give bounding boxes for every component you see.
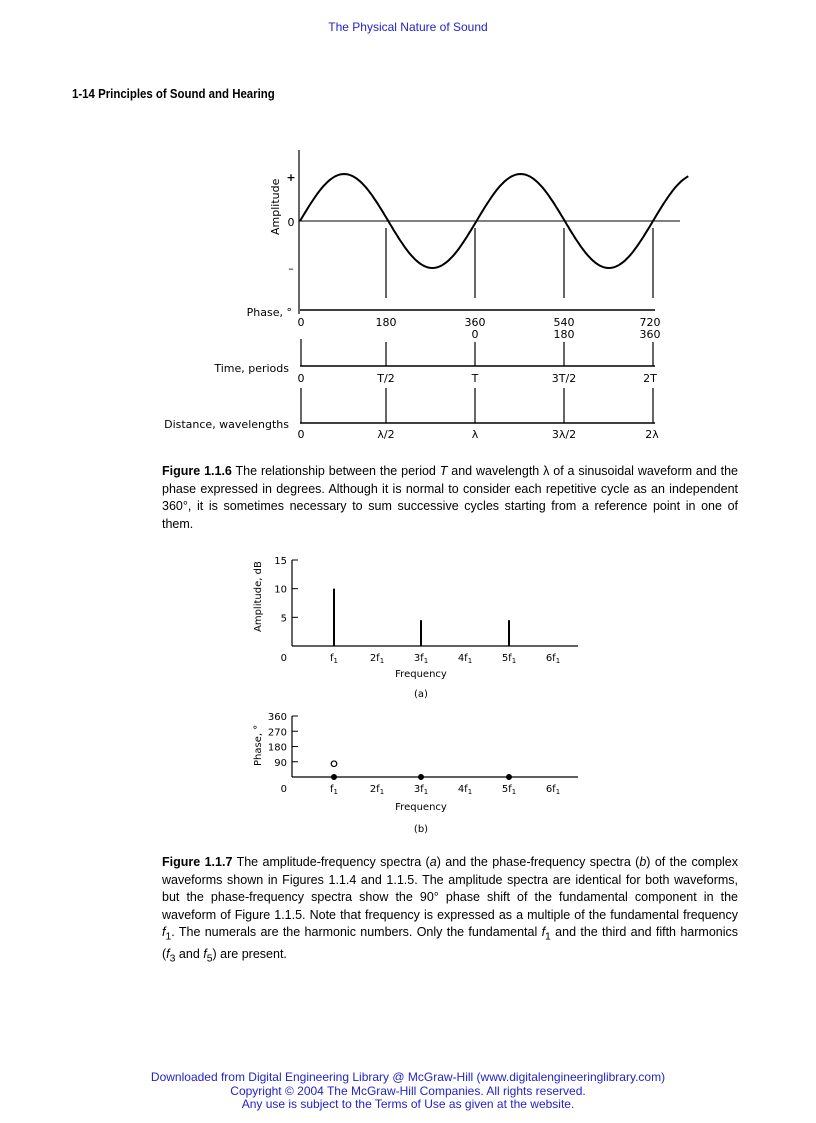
chart-a-y-label: Amplitude, dB [253,561,264,632]
x-tick-label-3: $4f_1$ [457,653,473,665]
fig116-y-label: Amplitude [269,178,282,235]
chart-a-amplitude [253,556,578,700]
y-tick-zero: 0 [287,216,295,229]
phase-row-label: Phase, ° [246,306,292,319]
c117-15: 5 [206,953,213,965]
footer-line-3: Any use is subject to the Terms of Use as given at the website. [241,1097,575,1111]
chart-b-point-filled-3f1 [418,774,424,780]
c117-13: and [175,947,204,961]
distance-label-3half: 3λ/2 [551,428,577,441]
phase-label-360: 360 [464,316,486,329]
chart-a-ytick-label-0: 0 [280,653,287,664]
x-tick-label-1: $2f_1$ [369,653,385,665]
x-tick-label-5: $6f_1$ [545,653,561,665]
chart-b-phase [253,712,578,835]
x-tick-label-0: $f_1$ [330,784,338,796]
chart-b-x-label: Frequency [395,802,447,813]
x-tick-label-1: $2f_1$ [369,784,385,796]
distance-label-2lambda: 2λ [645,428,659,441]
time-label-half: T/2 [377,372,395,385]
phase-label-second-360: 360 [639,328,661,341]
x-tick-label-4: $5f_1$ [501,784,517,796]
chart-b-ytick-label-2: 180 [267,742,287,754]
phase-label-second-180: 180 [553,328,575,341]
phase-label-540: 540 [553,316,575,329]
chart-b-point-filled-f1 [331,774,337,780]
time-label-3half: 3T/2 [551,372,577,385]
c117-12: 3 [169,953,176,965]
c117-6: 1 [165,931,172,943]
chart-a-ytick-label-1: 5 [280,613,287,625]
c117-4: ) of the complex waveforms shown in Figures 1.1.4 and 1.1.5. The amplitude spectra are identical for both waveforms, but the phase-frequency spectra show the 90° phase shift of the fundamental component in the waveform of Figure 1.1.5. Note that frequency is expressed as a multiple of the fundamental frequency [162,855,738,922]
x-tick-label-3: $4f_1$ [457,784,473,796]
chart-b-ytick-label-3: 270 [267,727,287,739]
y-tick-minus: – [288,262,294,275]
distance-label-0: 0 [297,428,305,441]
c117-3: b [639,855,647,869]
y-tick-plus: + [286,171,296,184]
section-header: 1-14 Principles of Sound and Hearing [72,86,275,101]
distance-label-half: λ/2 [377,428,395,441]
c117-14: f [203,947,207,961]
caption-116-text-2: and wavelength λ of a sinusoidal waveform and the phase expressed in degrees. Although it is normal to consider each repetitive cycle as an independent 360°, it is sometimes necessary to sum successive cycles starting from a reference point in one of them. [162,464,738,531]
time-label-2T: 2T [643,372,657,385]
x-tick-label-2: $3f_1$ [413,653,429,665]
caption-figure-1-1-7 [162,854,738,968]
caption-117-label: Figure 1.1.7 [162,855,233,869]
x-tick-label-2: $3f_1$ [413,784,429,796]
c117-2: ) and the phase-frequency spectra ( [436,855,640,869]
distance-label-lambda: λ [471,428,479,441]
chart-b-ytick-label-0: 0 [280,784,287,795]
distance-row-label: Distance, wavelengths [164,418,289,431]
phase-label-0: 0 [297,316,305,329]
running-head: The Physical Nature of Sound [328,20,488,34]
x-tick-label-5: $6f_1$ [545,784,561,796]
chart-b-ytick-label-4: 360 [267,712,287,723]
c117-16: ) are present. [212,947,287,961]
c117-1: a [429,855,437,869]
x-tick-label-4: $5f_1$ [501,653,517,665]
c117-0: The amplitude-frequency spectra ( [236,855,430,869]
chart-a-ytick-label-2: 10 [274,584,287,596]
x-tick-label-0: $f_1$ [330,653,338,665]
c117-7: . The numerals are the harmonic numbers. Only the fundamental [171,925,542,939]
c117-9: 1 [545,931,551,943]
chart-a-panel-label: (a) [414,689,428,700]
time-row-label: Time, periods [214,362,289,375]
phase-label-180: 180 [375,316,397,329]
chart-a-x-label: Frequency [395,669,447,680]
footer [0,1071,816,1112]
c117-5: f [162,925,166,939]
phase-label-second-0: 0 [471,328,479,341]
caption-116-text-0: The relationship between the period [235,464,440,478]
chart-a-ytick-label-3: 15 [274,556,287,567]
c117-8: f [541,925,546,939]
time-label-T: T [471,372,479,385]
time-label-0: 0 [297,372,305,385]
chart-b-y-label: Phase, ° [253,724,264,766]
c117-10: and the third and fifth harmonics ( [162,925,738,961]
chart-b-point-open-f1 [331,761,337,767]
c117-11: f [166,947,170,961]
chart-b-ytick-label-1: 90 [274,757,287,769]
phase-label-720: 720 [639,316,661,329]
caption-116-label: Figure 1.1.6 [162,464,232,478]
chart-b-point-filled-5f1 [506,774,512,780]
footer-line-2: Copyright © 2004 The McGraw-Hill Companies. All rights reserved. [230,1083,586,1098]
footer-line-1: Downloaded from Digital Engineering Library @ McGraw-Hill (www.digitalengineeringlibrary.com) [150,1070,666,1084]
chart-b-panel-label: (b) [413,824,429,835]
caption-116-italic-T: T [439,464,448,478]
